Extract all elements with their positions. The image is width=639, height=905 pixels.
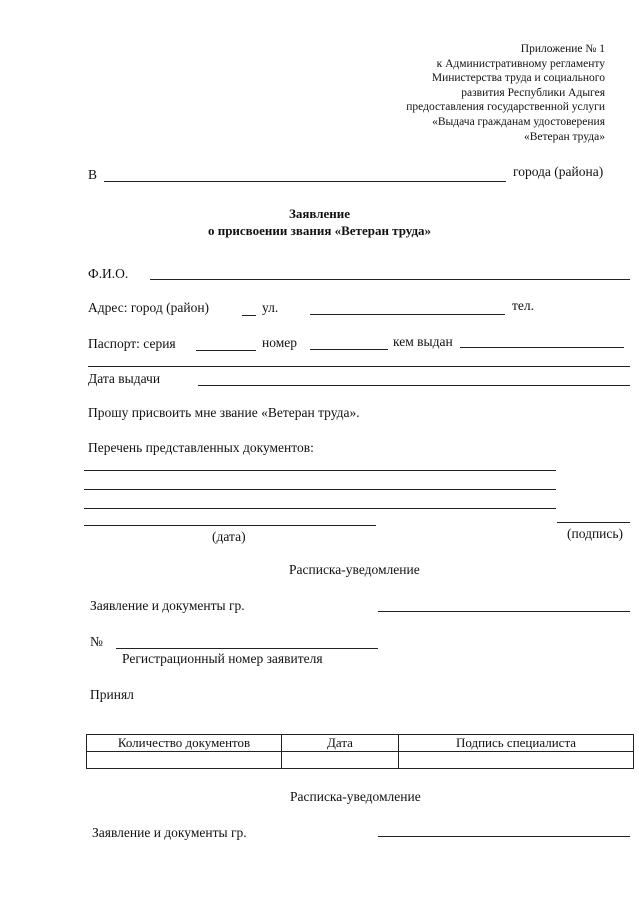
issued-by-field-line2[interactable] [88, 366, 630, 367]
document-title: Заявление [288, 206, 351, 221]
issue-date-field[interactable] [198, 385, 630, 386]
appendix-line: предоставления государственной услуги [406, 101, 605, 114]
table-cell-signature[interactable] [399, 752, 634, 769]
address-label: Адрес: город (район) [88, 300, 210, 315]
phone-label: тел. [512, 298, 535, 313]
registration-number-field[interactable] [116, 648, 378, 649]
table-header-signature: Подпись специалиста [399, 735, 634, 752]
issued-by-label: кем выдан [393, 334, 453, 349]
issue-date-label: Дата выдачи [88, 371, 161, 386]
receipt-name-field-2[interactable] [378, 836, 630, 837]
receipt-name-field[interactable] [378, 611, 630, 612]
table-cell-count[interactable] [87, 752, 282, 769]
fio-label: Ф.И.О. [88, 266, 129, 281]
receipt-title-2: Расписка-уведомление [290, 789, 421, 804]
to-prefix: В [88, 167, 98, 182]
documents-label: Перечень представленных документов: [88, 440, 314, 455]
document-subtitle: о присвоении звания «Ветеран труда» [207, 223, 432, 238]
receipt-table [86, 734, 634, 769]
appendix-line: «Ветеран труда» [523, 130, 605, 143]
table-header-count: Количество документов [87, 735, 282, 752]
documents-line-2[interactable] [84, 489, 556, 490]
appendix-line: к Административному регламенту [436, 57, 605, 70]
appendix-line: развития Республики Адыгея [461, 86, 605, 99]
fio-field[interactable] [150, 279, 630, 280]
documents-line-3[interactable] [84, 508, 556, 509]
date-caption: (дата) [212, 529, 246, 544]
request-text: Прошу присвоить мне звание «Ветеран труда». [88, 405, 360, 420]
passport-label: Паспорт: серия [88, 336, 176, 351]
table-row [87, 752, 634, 769]
issued-by-field[interactable] [460, 347, 624, 348]
receipt-docs-label: Заявление и документы гр. [90, 598, 245, 613]
passport-number-label: номер [262, 335, 298, 350]
table-row [87, 735, 634, 752]
passport-series-field[interactable] [196, 350, 256, 351]
number-sign: № [90, 634, 103, 649]
street-field[interactable] [310, 314, 505, 315]
signature-caption: (подпись) [567, 526, 624, 541]
passport-number-field[interactable] [310, 349, 388, 350]
appendix-line: «Выдача гражданам удостоверения [432, 115, 605, 128]
recipient-field[interactable] [104, 181, 506, 182]
receipt-docs-label-2: Заявление и документы гр. [92, 825, 247, 840]
table-header-date: Дата [282, 735, 399, 752]
table-cell-date[interactable] [282, 752, 399, 769]
appendix-line: Приложение № 1 [520, 43, 605, 55]
registration-caption: Регистрационный номер заявителя [122, 651, 323, 666]
documents-line-1[interactable] [84, 470, 556, 471]
street-label: ул. [262, 300, 279, 315]
city-field[interactable] [242, 315, 256, 316]
to-suffix: города (района) [513, 164, 604, 179]
appendix-line: Министерства труда и социального [431, 72, 605, 85]
signature-field[interactable] [557, 522, 630, 523]
appendix-block [406, 42, 605, 144]
accepted-label: Принял [90, 687, 134, 702]
date-field[interactable] [84, 525, 376, 526]
receipt-title: Расписка-уведомление [289, 562, 420, 577]
